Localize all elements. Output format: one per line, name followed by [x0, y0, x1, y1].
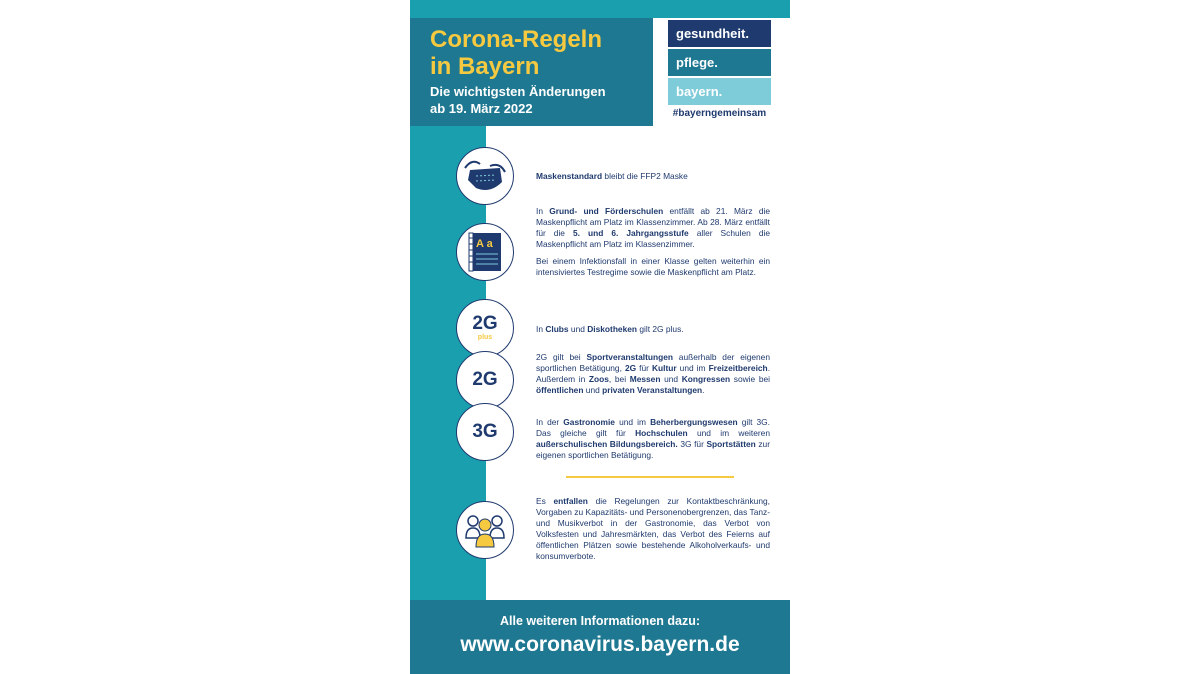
- entfallen-bold: entfallen: [553, 496, 588, 506]
- subtitle-line-1: Die wichtigsten Änderungen: [430, 84, 606, 99]
- school-bold: Grund- und Förderschulen: [549, 206, 664, 216]
- clubs-text: und: [568, 324, 588, 334]
- twog-bold: Freizeitbereich: [708, 363, 768, 373]
- twog-bold: privaten Veranstaltungen: [602, 385, 703, 395]
- twog-bold: Sportveranstaltungen: [586, 352, 673, 362]
- section-entfallen: [536, 496, 770, 562]
- section-clubs: [536, 324, 770, 335]
- twog-text: .: [702, 385, 705, 395]
- badge-2g-plus-main: 2G: [472, 313, 498, 334]
- twog-bold: öffentlichen: [536, 385, 584, 395]
- threeg-text: zur eigenen sportlichen Betätigung.: [536, 439, 770, 460]
- section-mask: [536, 171, 770, 182]
- hashtag: #bayerngemeinsam: [672, 108, 767, 119]
- page-subtitle: [430, 83, 606, 117]
- title-line-1: Corona-Regeln: [430, 26, 603, 53]
- school-text: aller Schulen die Maskenpflicht am Platz im Klassenzimmer.: [536, 228, 771, 249]
- twog-bold: Messen: [629, 374, 661, 384]
- school-paragraph-2: Bei einem Infektionsfall in einer Klasse gelten weiterhin ein intensiviertes Testregime sowie die Maskenpflicht am Platz.: [536, 256, 770, 277]
- footer-url: www.coronavirus.bayern.de: [460, 633, 740, 656]
- section-schools: [536, 206, 770, 278]
- twog-bold: 2G: [624, 363, 637, 373]
- threeg-bold: Sportstätten: [706, 439, 756, 449]
- infographic-poster: [410, 0, 790, 674]
- clubs-text: gilt 2G plus.: [637, 324, 684, 334]
- twog-bold: Kongressen: [681, 374, 731, 384]
- footer: [410, 600, 790, 674]
- badge-2g-label: 2G: [472, 369, 498, 390]
- twog-text: und: [583, 385, 603, 395]
- brand-logo: [668, 20, 771, 107]
- twog-text: und: [660, 374, 682, 384]
- threeg-text: und im weiteren: [687, 428, 770, 438]
- twog-bold: Zoos: [588, 374, 609, 384]
- entfallen-text: die Regelungen zur Kontaktbeschränkung, Vorgaben zu Kapazitäts- und Personenobergrenzen, das Tanz- und Musikverbot in der Gastronomie, das Verbot von Volksfesten und Jahresmärkten, das Verbot des Feierns auf öffentlichen Plätzen sowie bestehende Alkoholverkaufs- und konsumverbote.: [536, 496, 770, 561]
- badge-2g-plus-sub: plus: [477, 334, 493, 341]
- school-bold: 5. und 6. Jahrgangsstufe: [572, 228, 689, 238]
- school-text: entfällt ab 21. März die Maskenpflicht am Platz im Klassenzimmer. Ab 28. März entfällt für die: [536, 206, 770, 238]
- twog-text: , bei: [608, 374, 630, 384]
- page-title: [430, 26, 602, 80]
- twog-text: . Außerdem in: [536, 363, 771, 384]
- school-text: In: [536, 206, 550, 216]
- threeg-text: und im: [614, 417, 651, 427]
- mask-text: bleibt die FFP2 Maske: [602, 171, 688, 181]
- threeg-text: 3G für: [677, 439, 707, 449]
- twog-bold: Kultur: [651, 363, 677, 373]
- threeg-text: In der: [536, 417, 564, 427]
- twog-text: außerhalb der eigenen sportlichen Betätigung,: [536, 352, 770, 373]
- people-icon: [456, 501, 514, 559]
- clubs-bold: Clubs: [545, 324, 569, 334]
- threeg-bold: Gastronomie: [563, 417, 615, 427]
- threeg-bold: Hochschulen: [635, 428, 688, 438]
- brand-line-1: gesundheit.: [668, 20, 771, 47]
- subtitle-line-2: ab 19. März 2022: [430, 101, 533, 116]
- clubs-bold: Diskotheken: [587, 324, 638, 334]
- top-band: [410, 0, 790, 18]
- svg-text:A a: A a: [476, 238, 493, 250]
- book-icon: [456, 223, 514, 281]
- threeg-bold: Beherbergungswesen: [650, 417, 738, 427]
- badge-2g: [456, 351, 514, 409]
- twog-text: sowie bei: [730, 374, 770, 384]
- twog-text: 2G gilt bei: [536, 352, 587, 362]
- badge-3g-label: 3G: [472, 421, 498, 442]
- section-divider: [566, 476, 734, 478]
- badge-3g: [456, 403, 514, 461]
- brand-line-3: bayern.: [668, 78, 771, 105]
- mask-icon: [456, 147, 514, 205]
- clubs-text: In: [536, 324, 546, 334]
- threeg-bold: außerschulischen Bildungsbereich.: [536, 439, 678, 449]
- twog-text: und im: [676, 363, 709, 373]
- section-2g: [536, 352, 770, 396]
- threeg-text: gilt 3G. Das gleiche gilt für: [536, 417, 771, 438]
- badge-2g-plus: [456, 299, 514, 357]
- mask-bold: Maskenstandard: [536, 171, 603, 181]
- entfallen-text: Es: [536, 496, 554, 506]
- title-box: [410, 18, 653, 126]
- brand-line-2: pflege.: [668, 49, 771, 76]
- twog-text: für: [636, 363, 652, 373]
- section-3g: [536, 417, 770, 461]
- footer-label: Alle weiteren Informationen dazu:: [499, 614, 701, 628]
- title-line-2: in Bayern: [430, 53, 540, 80]
